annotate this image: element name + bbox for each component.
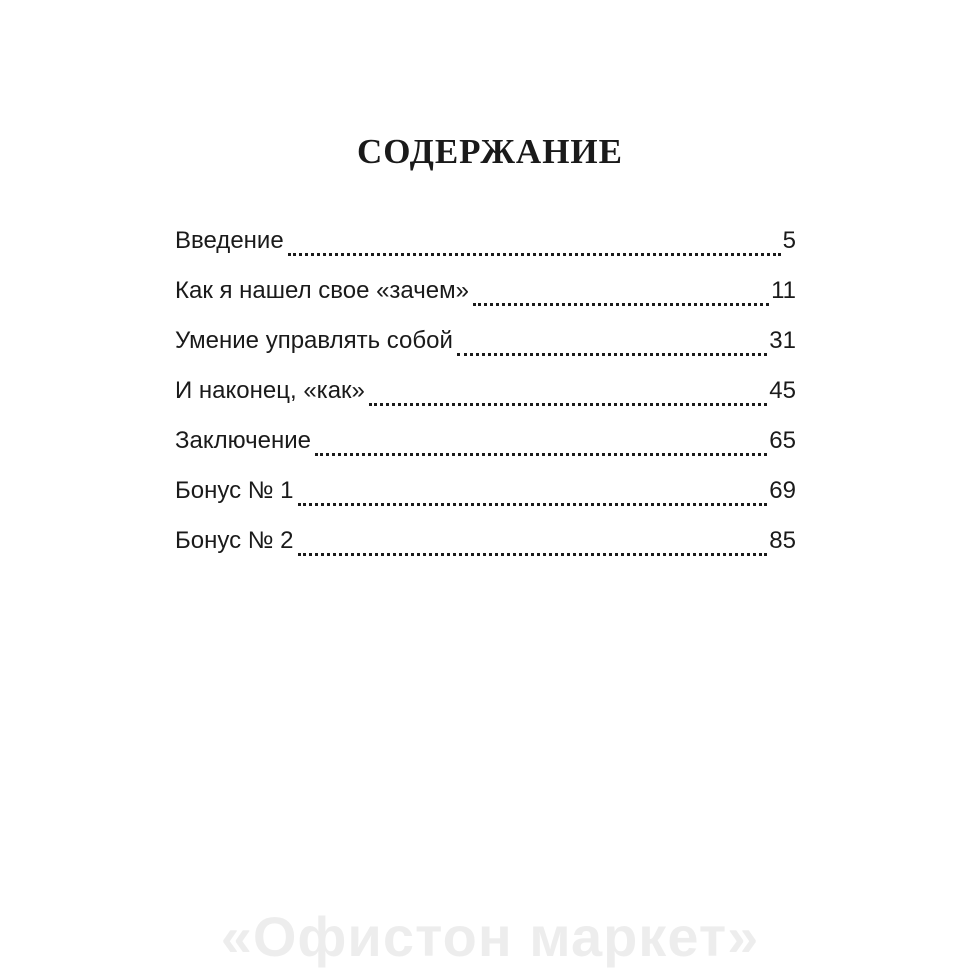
toc-page-number: 69 <box>769 477 796 504</box>
toc-entry-title: Заключение <box>175 427 311 454</box>
watermark: «Офистон маркет» <box>220 905 760 968</box>
page-title: СОДЕРЖАНИЕ <box>356 132 623 171</box>
dot-leader <box>369 385 767 409</box>
dot-leader <box>298 485 768 509</box>
toc-entry <box>175 422 796 472</box>
dot-leader <box>473 285 769 309</box>
toc-page-number: 31 <box>769 327 796 354</box>
toc-entry <box>175 472 796 522</box>
toc-entry-title: Введение <box>175 227 284 254</box>
toc-entry-title: Умение управлять собой <box>175 327 453 354</box>
toc-page-number: 65 <box>769 427 796 454</box>
dot-leader <box>315 435 767 459</box>
dot-leader <box>457 335 767 359</box>
toc-page-number: 85 <box>769 527 796 554</box>
toc-page-number: 11 <box>771 277 796 304</box>
dot-leader <box>288 235 781 259</box>
toc-entry <box>175 272 796 322</box>
toc-entry-title: Бонус № 1 <box>175 477 294 504</box>
toc-entry-title: Как я нашел свое «зачем» <box>175 277 469 304</box>
toc-entry-title: Бонус № 2 <box>175 527 294 554</box>
toc-entry <box>175 322 796 372</box>
table-of-contents <box>175 222 796 572</box>
toc-entry-title: И наконец, «как» <box>175 377 365 404</box>
toc-entry <box>175 522 796 572</box>
toc-entry <box>175 372 796 422</box>
toc-entry <box>175 222 796 272</box>
toc-page-number: 5 <box>782 227 796 254</box>
dot-leader <box>298 535 768 559</box>
toc-page-number: 45 <box>769 377 796 404</box>
